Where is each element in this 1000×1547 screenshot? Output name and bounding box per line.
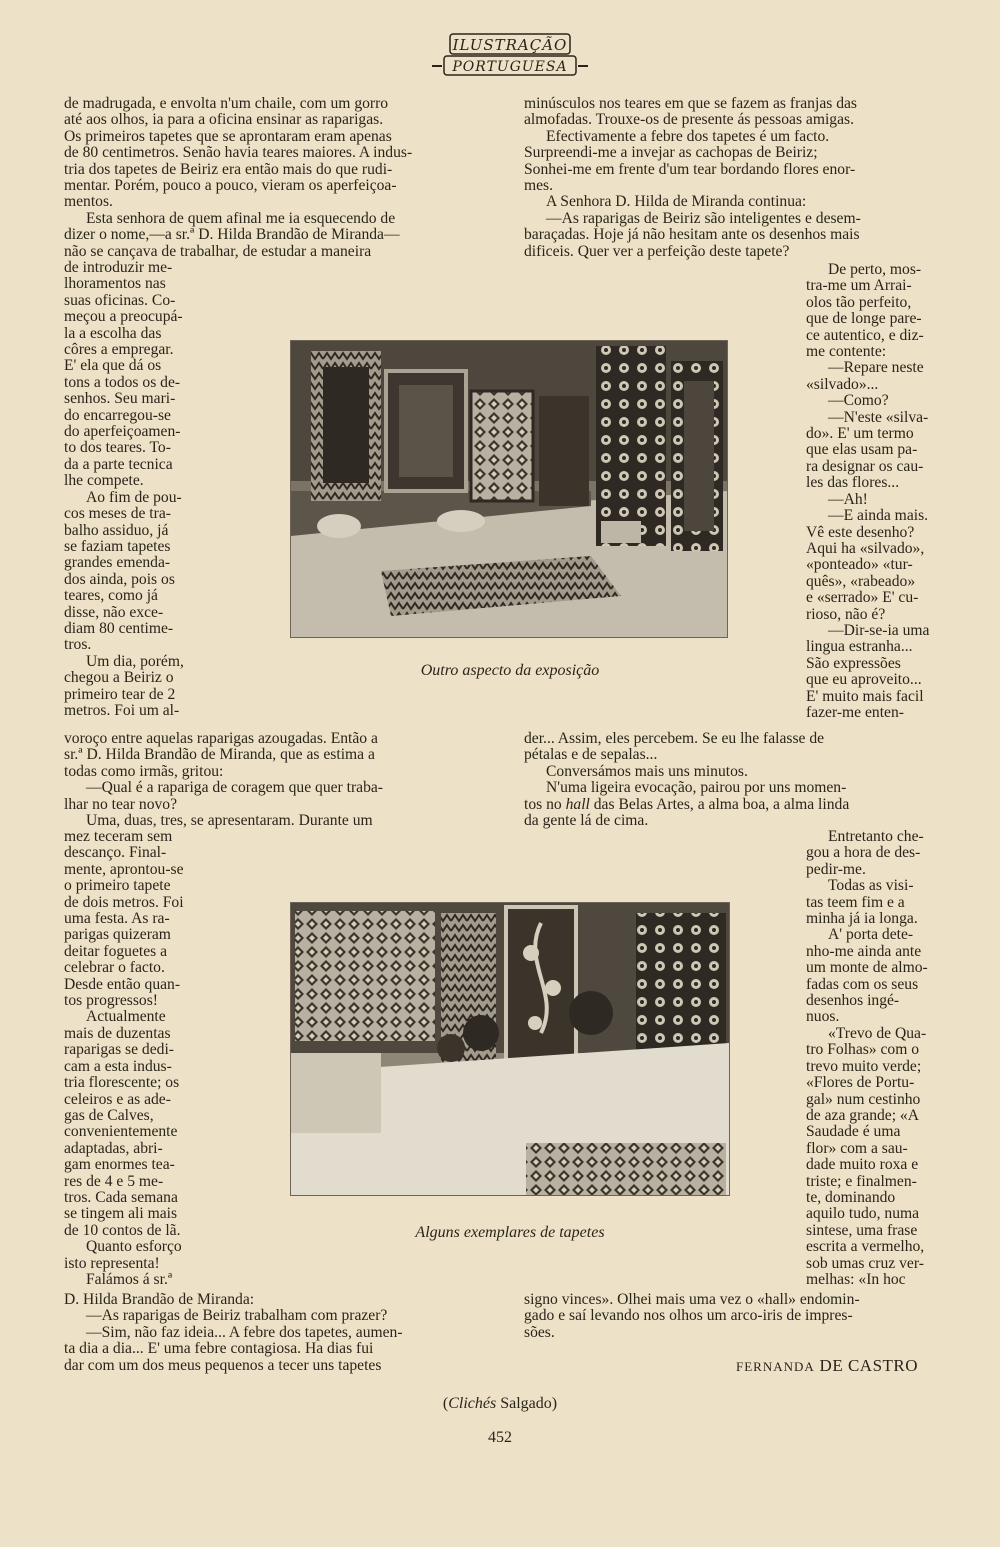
right-mid-para: Conversámos mais uns minutos. <box>546 762 748 780</box>
author-last-name: DE CASTRO <box>819 1356 919 1375</box>
right-mid-block <box>524 731 956 829</box>
right-bottom-block <box>524 1292 956 1341</box>
left-narrow-block <box>64 260 214 719</box>
exhibition-photo-2 <box>290 902 730 1196</box>
right-narrow2-para: Todas as visi- tas teem fim e a minha já ia longa. <box>806 877 918 928</box>
photo-2-caption: Alguns exemplares de tapetes <box>415 1224 605 1241</box>
right-narrow2-para: «Trevo de Qua- tro Folhas» com o trevo muito verde; «Flores de Portu- gal» num cestinho de aza grande; «A Saudade é uma flor» com a sau- dade muito roxa e triste; e finalmen- te, dominando aquilo tudo, numa sintese, uma frase escrita a vermelho, sob umas cruz ver- melhas: «In hoc <box>806 1024 927 1288</box>
right-narrow-para: —N'este «silva- do». E' um termo que elas usam pa- ra designar os cau- les das flores... <box>806 408 929 492</box>
right-narrow-para: —Dir-se-ia uma lingua estranha... São expressões que eu aproveito... E' muito mais facil fazer-me enten- <box>806 621 930 721</box>
left-top-para1: de madrugada, e envolta n'um chaile, com um gorro até aos olhos, ia para a oficina ensinar as raparigas. Os primeiros tapetes que se aprontaram eram apenas de 80 centimetros. Senão havia teares maiores. A indus- tria dos tapetes de Beiriz era então mais do que rudi- mentar. Porém, pouco a pouco, vieram os aperfeiçoa- mentos. <box>64 95 413 211</box>
right-narrow-para: —E ainda mais. Vê este desenho? Aqui ha «silvado», «ponteado» «tur- quês», «rabeado» e «serrado» E' cu- rioso, não é? <box>806 507 929 623</box>
left-bottom-para: D. Hilda Brandão de Miranda: <box>64 1291 255 1308</box>
right-narrow-para: —Repare neste «silvado»... <box>806 359 924 393</box>
author-first-name: FERNANDA <box>736 1359 815 1374</box>
left-narrow2-para: mez teceram sem descanço. Final- mente, aprontou-se o primeiro tapete de dois metros. Foi uma festa. As ra- parigas quizeram deitar foguetes a celebrar o facto. Desde então quan- tos progressos! <box>64 828 184 1010</box>
right-mid-para: N'uma ligeira evocação, pairou por uns momen- tos no hall das Belas Artes, a alma boa, a alma linda da gente lá de cima. <box>524 779 850 830</box>
right-narrow2-para: A' porta dete- nho-me ainda ante um monte de almo- fadas com os seus desenhos ingé- nuos. <box>806 926 928 1026</box>
right-mid-para: der... Assim, eles percebem. Se eu lhe falasse de pétalas e de sepalas... <box>524 730 825 764</box>
right-narrow-para: —Como? <box>828 392 889 410</box>
left-narrow-para: Ao fim de pou- cos meses de tra- balho assiduo, já se faziam tapetes grandes emenda- dos ainda, pois os teares, como já disse, não exce- diam 80 centime- tros. <box>64 488 182 654</box>
left-narrow2-para: Actualmente mais de duzentas raparigas se dedi- cam a esta indus- tria florescente; os celeiros e as ade- gas de Calves, convenientemente adaptadas, abri- gam enormes tea- res de 4 e 5 me- tros. Cada semana se tingem ali mais de 10 contos de lã. <box>64 1008 181 1239</box>
exhibition-photo-1-image <box>291 341 727 637</box>
left-narrow2-para: Falámos á sr.ª <box>86 1270 173 1288</box>
photo-credit: (Clichés Salgado) <box>442 1395 558 1412</box>
left-top-block <box>64 96 492 260</box>
right-narrow-block <box>806 262 956 721</box>
right-top-para: —As raparigas de Beiriz são inteligentes e desem- baraçadas. Hoje já não hesitam ante os desenhos mais dificeis. Quer ver a perfeição deste tapete? <box>524 209 861 260</box>
left-top-para2: Esta senhora de quem afinal me ia esquecendo de dizer o nome,—a sr.ª D. Hilda Brandão de Miranda— não se cançava de trabalhar, de estudar a maneira <box>64 209 400 260</box>
exhibition-photo-1 <box>290 340 728 638</box>
left-narrow-para: de introduzir me- lhoramentos nas suas oficinas. Co- meçou a preocupá- la a escolha das côres a empregar. E' ela que dá os tons a todos os de- senhos. Seu mari- do encarregou-se do aperfeiçoamen- to dos teares. To- da a parte tecnica lhe compete. <box>64 259 183 490</box>
left-narrow2-block <box>64 829 214 1288</box>
right-top-para: minúsculos nos teares em que se fazem as franjas das almofadas. Trouxe-os de presente ás pessoas amigas. <box>524 95 857 129</box>
masthead-logo <box>430 30 590 78</box>
credit-italic: Clichés <box>448 1395 497 1412</box>
right-narrow-para: De perto, mos- tra-me um Arrai- olos tão perfeito, que de longe pare- ce autentico, e diz- me contente: <box>806 261 924 361</box>
right-top-block <box>524 96 956 260</box>
left-bottom-block <box>64 1292 492 1374</box>
right-narrow-para: —Ah! <box>828 490 868 508</box>
right-narrow2-block <box>806 829 956 1288</box>
left-mid-block <box>64 731 492 829</box>
exhibition-photo-2-image <box>291 903 729 1195</box>
photo-1-caption: Outro aspecto da exposição <box>420 662 600 679</box>
left-narrow2-para: Quanto esforço isto representa! <box>64 1238 182 1272</box>
page-number: 452 <box>488 1429 512 1446</box>
credit-name: Salgado <box>500 1395 552 1412</box>
left-bottom-para: —Sim, não faz ideia... A febre dos tapetes, aumen- ta dia a dia... E' uma febre contagiosa. Ha dias fui dar com um dos meus pequenos a tecer uns tapetes <box>64 1323 403 1374</box>
left-mid-para: Uma, duas, tres, se apresentaram. Durante um <box>86 812 373 830</box>
right-top-para: A Senhora D. Hilda de Miranda continua: <box>546 193 807 211</box>
left-mid-para: voroço entre aquelas raparigas azougadas. Então a sr.ª D. Hilda Brandão de Miranda, que as estima a todas como irmãs, gritou: <box>64 730 378 780</box>
left-bottom-para: —As raparigas de Beiriz trabalham com prazer? <box>86 1307 388 1325</box>
svg-text:ILUSTRAÇÃO: ILUSTRAÇÃO <box>452 36 568 54</box>
author-signature <box>736 1356 918 1376</box>
right-narrow2-para: Entretanto che- gou a hora de des- pedir-me. <box>806 828 924 878</box>
right-bottom-para: signo vinces». Olhei mais uma vez o «hall» endomin- gado e saí levando nos olhos um arco-iris de impres- sões. <box>524 1291 860 1341</box>
left-narrow-para: Um dia, porém, chegou a Beiriz o primeiro tear de 2 metros. Foi um al- <box>64 652 184 719</box>
left-mid-para: —Qual é a rapariga de coragem que quer traba- lhar no tear novo? <box>64 779 383 813</box>
right-top-para: Efectivamente a febre dos tapetes é um facto. Surpreendi-me a invejar as cachopas de Beiriz; Sonhei-me em frente d'um tear bordando flores enor- mes. <box>524 127 856 195</box>
svg-text:PORTUGUESA: PORTUGUESA <box>452 59 568 75</box>
